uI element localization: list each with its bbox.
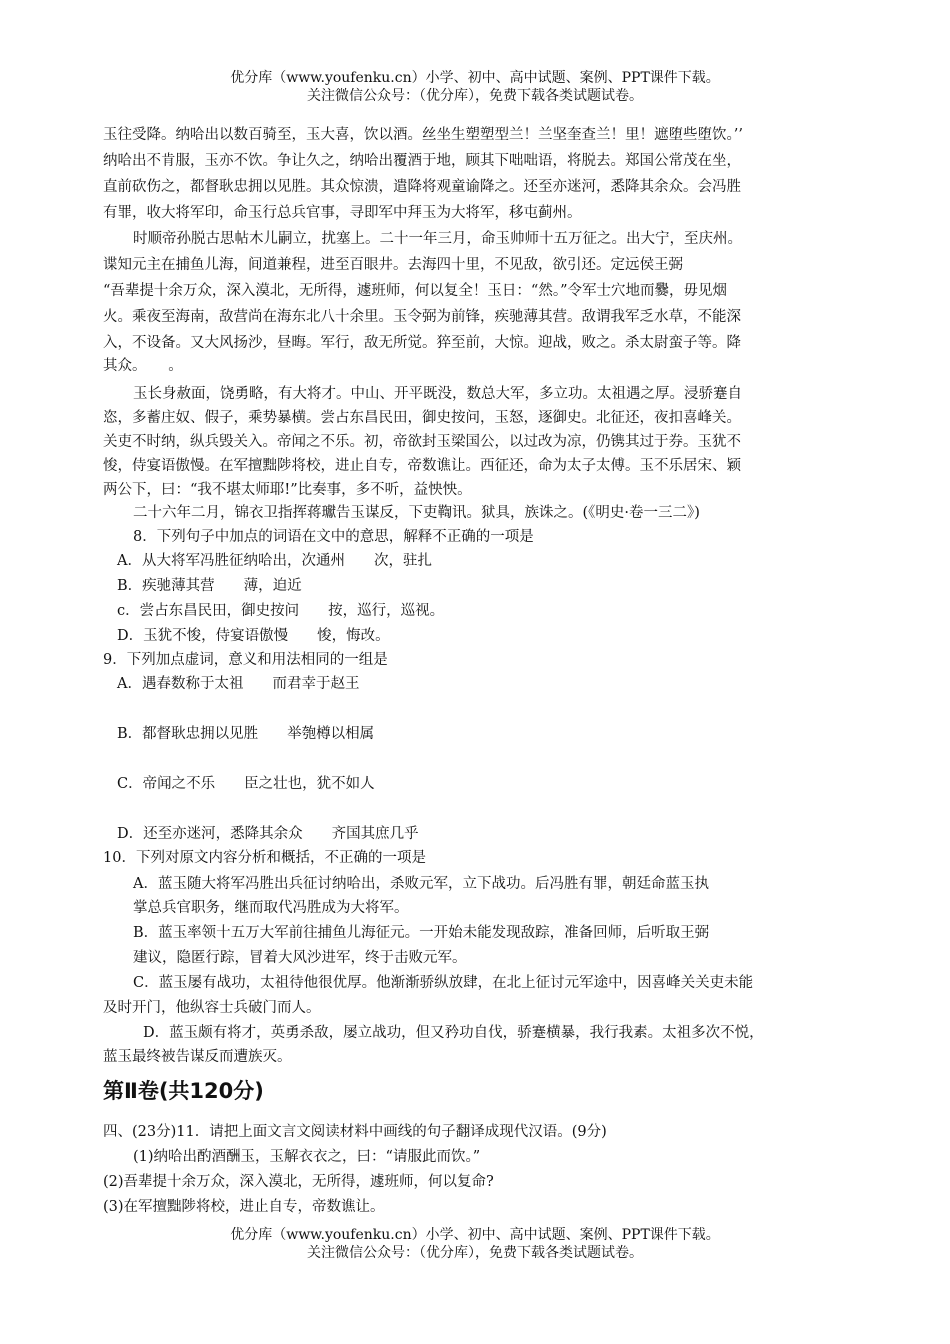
question-10-stem: 10．下列对原文内容分析和概括，不正确的一项是 [103, 850, 426, 866]
passage-line: “吾辈提十余万众，深入漠北，无所得，遽班师，何以复全！玉日：“然。”令军士穴地而爨，毋见烟 [103, 283, 727, 299]
question-10-option-b-cont: 建议，隐匿行踪，冒着大风沙进军，终于击败元军。 [133, 950, 467, 966]
question-8-option-a: A．从大将军冯胜征纳哈出，次通州 次，驻扎 [117, 553, 432, 569]
passage-line: 玉长身赦面，饶勇略，有大将才。中山、开平既没，数总大军，多立功。太祖遇之厚。浸骄蹇自 [133, 386, 742, 402]
question-10-option-d: D．蓝玉颇有将才，英勇杀敌，屡立战功，但又矜功自伐，骄蹇横暴，我行我素。太祖多次不悦， [143, 1025, 764, 1041]
question-8-option-c: c．尝占东昌民田，御史按问 按，巡行，巡视。 [117, 603, 445, 619]
passage-line: 入，不设备。又大风扬沙，昼晦。军行，敌无所觉。猝至前，大惊。迎战，败之。杀太尉蛮子等。降 [103, 335, 741, 351]
question-11-item-1: (1)纳哈出酌酒酬玉，玉解衣衣之，曰：“请服此而饮。” [133, 1149, 481, 1165]
question-8-option-b: B．疾驰薄其营 薄，迫近 [117, 578, 302, 594]
passage-line: 悛，侍宴语傲慢。在军擅黜陟将校，进止自专，帝数谯让。西征还，命为太子太傅。玉不乐居宋、颖 [103, 458, 741, 474]
passage-line: 恣，多蓄庄奴、假子，乘势暴横。尝占东昌民田，御史按问，玉怒，逐御史。北征还，夜扣喜峰关。 [103, 410, 741, 426]
passage-line: 时顺帝孙脱古思帖木儿嗣立，扰塞上。二十一年三月，命玉帅师十五万征之。出大宁，至庆州。 [133, 231, 742, 247]
section-title-part-2: 第Ⅱ卷(共120分) [103, 1079, 264, 1103]
question-11-stem: 四、(23分)11．请把上面文言文阅读材料中画线的句子翻译成现代汉语。(9分) [103, 1124, 607, 1140]
passage-line: 火。乘夜至海南，敌营尚在海东北八十余里。玉令弼为前锋，疾驰薄其营。敌谓我军乏水草，不能深 [103, 309, 741, 325]
question-10-option-d-cont: 蓝玉最终被告谋反而遭族灭。 [103, 1049, 292, 1065]
page-footer-line-1: 优分库（www.youfenku.cn）小学、初中、高中试题、案例、PPT课件下载。 [230, 1227, 720, 1243]
question-8-stem: 8．下列句子中加点的词语在文中的意思，解释不正确的一项是 [133, 529, 534, 545]
passage-line: 玉往受降。纳哈出以数百骑至，玉大喜，饮以酒。丝坐生塑塑型兰！兰坚奎查兰！里！遮堕些堕饮。’’ [103, 127, 743, 143]
question-10-option-a-cont: 掌总兵官职务，继而取代冯胜成为大将军。 [133, 900, 409, 916]
question-10-option-c-cont: 及时开门，他纵容士兵破门而人。 [103, 1000, 321, 1016]
question-9-option-d: D．还至亦迷河，悉降其余众 齐国其庶几乎 [117, 826, 419, 842]
question-10-option-a: A．蓝玉随大将军冯胜出兵征讨纳哈出，杀败元军，立下战功。后冯胜有罪，朝廷命蓝玉执 [133, 876, 709, 892]
passage-line: 其众。 。 [103, 358, 183, 374]
passage-line: 两公下，曰：“我不堪太师耶!”比奏事，多不听，益怏怏。 [103, 482, 472, 498]
page-header-line-1: 优分库（www.youfenku.cn）小学、初中、高中试题、案例、PPT课件下载。 [230, 70, 720, 86]
question-9-option-a: A．遇春数称于太祖 而君幸于赵王 [117, 676, 360, 692]
page-header-line-2: 关注微信公众号：（优分库），免费下载各类试题试卷。 [307, 88, 643, 104]
passage-line: 直前砍伤之，都督耿忠拥以见胜。其众惊溃，遣降将观童谕降之。还至亦迷河，悉降其余众。会冯胜 [103, 179, 741, 195]
passage-line: 纳哈出不肯服，玉亦不饮。争让久之，纳哈出覆酒于地，顾其下咄咄语，将脱去。郑国公常茂在坐， [103, 153, 741, 169]
question-11-item-2: (2)吾辈提十余万众，深入漠北，无所得，遽班师，何以复命? [103, 1174, 494, 1190]
question-10-option-b: B．蓝玉率领十五万大军前往捕鱼儿海征元。一开始未能发现敌踪，准备回师，后听取王弼 [133, 925, 710, 941]
passage-line: 有罪，收大将军印，命玉行总兵官事，寻即军中拜玉为大将军，移屯蓟州。 [103, 205, 582, 221]
question-9-option-c: C．帝闻之不乐 臣之壮也，犹不如人 [117, 776, 375, 792]
passage-line: 谍知元主在捕鱼儿海，间道兼程，进至百眼井。去海四十里，不见敌，欲引还。定远侯王弼 [103, 257, 683, 273]
passage-line: 二十六年二月，锦衣卫指挥蒋瓛告玉谋反，下吏鞫讯。狱具，族诛之。(《明史·卷一三二》) [133, 505, 700, 521]
passage-line: 关吏不时纳，纵兵毁关入。帝闻之不乐。初，帝欲封玉梁国公，以过改为凉，仍镌其过于券。玉犹不 [103, 434, 741, 450]
question-9-stem: 9．下列加点虚词，意义和用法相同的一组是 [103, 652, 388, 668]
page-footer-line-2: 关注微信公众号：（优分库），免费下载各类试题试卷。 [307, 1245, 643, 1261]
question-9-option-b: B．都督耿忠拥以见胜 举匏樽以相属 [117, 726, 375, 742]
question-10-option-c: C．蓝玉屡有战功，太祖待他很优厚。他渐渐骄纵放肆，在北上征讨元军途中，因喜峰关关吏未能 [133, 975, 754, 991]
question-8-option-d: D．玉犹不悛，侍宴语傲慢 悛，悔改。 [117, 628, 390, 644]
question-11-item-3: (3)在军擅黜陟将校，进止自专，帝数谯让。 [103, 1199, 385, 1215]
